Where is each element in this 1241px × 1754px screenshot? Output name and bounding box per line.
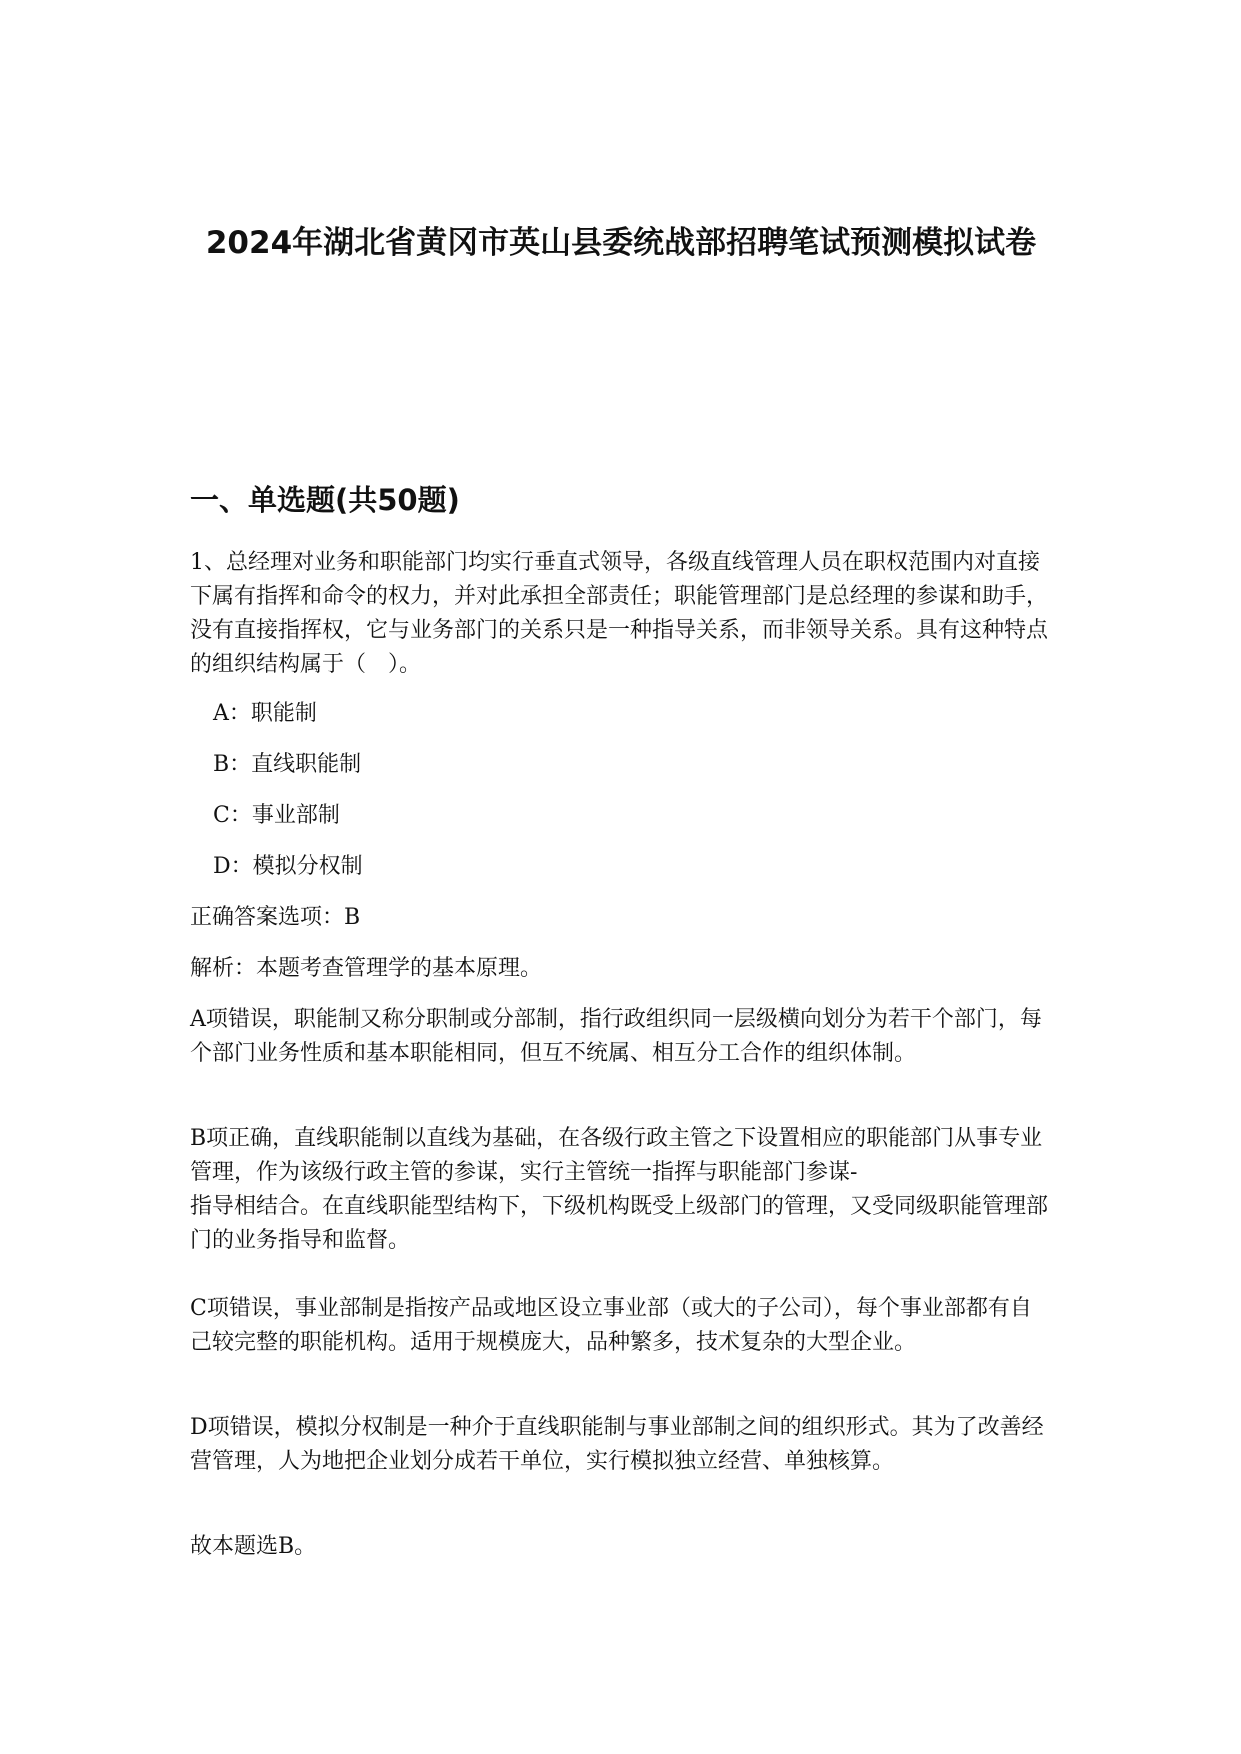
option-c: C：事业部制 xyxy=(213,803,340,828)
question-stem: 1、总经理对业务和职能部门均实行垂直式领导，各级直线管理人员在职权范围内对直接下属有指挥和命令的权力，并对此承担全部责任；职能管理部门是总经理的参谋和助手，没有直接指挥权，它与业务部门的关系只是一种指导关系，而非领导关系。具有这种特点的组织结构属于（ ）。 xyxy=(190,550,1049,677)
option-b: B：直线职能制 xyxy=(213,752,362,777)
option-a: A：职能制 xyxy=(213,701,317,726)
explanation-b-line-1: B项正确，直线职能制以直线为基础，在各级行政主管之下设置相应的职能部门从事专业管理，作为该级行政主管的参谋，实行主管统一指挥与职能部门参谋- xyxy=(190,1126,1043,1185)
explanation-a: A项错误，职能制又称分职制或分部制，指行政组织同一层级横向划分为若干个部门，每个部门业务性质和基本职能相同，但互不统属、相互分工合作的组织体制。 xyxy=(190,1007,1042,1066)
explanation-c: C项错误，事业部制是指按产品或地区设立事业部（或大的子公司），每个事业部都有自己较完整的职能机构。适用于规模庞大，品种繁多，技术复杂的大型企业。 xyxy=(190,1296,1032,1355)
explanation-d: D项错误，模拟分权制是一种介于直线职能制与事业部制之间的组织形式。其为了改善经营管理，人为地把企业划分成若干单位，实行模拟独立经营、单独核算。 xyxy=(190,1415,1044,1474)
section-heading: 一、单选题(共50题) xyxy=(190,483,460,517)
analysis-intro: 解析：本题考查管理学的基本原理。 xyxy=(190,956,543,981)
option-d: D：模拟分权制 xyxy=(213,854,363,879)
conclusion: 故本题选B。 xyxy=(190,1534,317,1559)
explanation-b-line-2: 指导相结合。在直线职能型结构下，下级机构既受上级部门的管理，又受同级职能管理部门的业务指导和监督。 xyxy=(190,1194,1049,1253)
correct-answer: 正确答案选项：B xyxy=(190,905,361,930)
explanation-b xyxy=(190,1122,1052,1258)
document-title: 2024年湖北省黄冈市英山县委统战部招聘笔试预测模拟试卷 xyxy=(205,225,1037,261)
